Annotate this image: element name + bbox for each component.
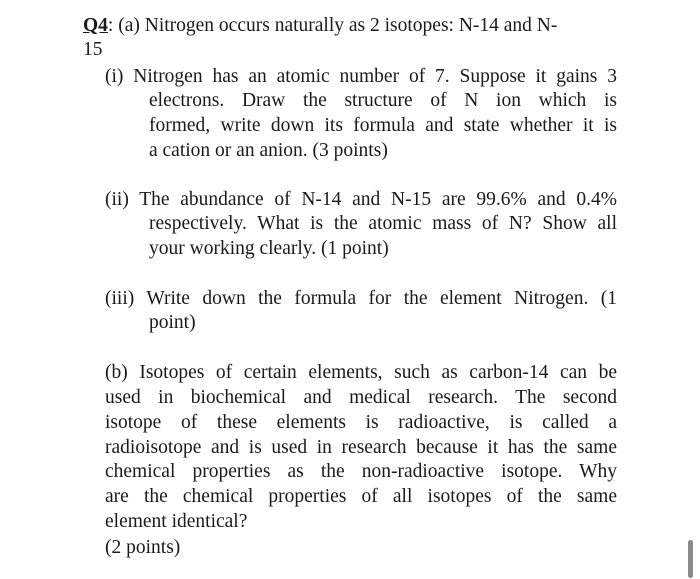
part-b-line-2: used in biochemical and medical research. The second [105, 387, 617, 408]
part-b-line-7: element identical? [105, 511, 248, 532]
part-b-line-8: (2 points) [105, 537, 181, 558]
part-iii-line-1: (iii) Write down the formula for the element Nitrogen. (1 [105, 288, 617, 309]
part-ii-line-3: your working clearly. (1 point) [149, 238, 389, 259]
scrollbar-thumb[interactable] [688, 540, 693, 578]
question-header-text: : (a) Nitrogen occurs naturally as 2 isotopes: N-14 and N- [107, 15, 558, 36]
part-b-line-3: isotope of these elements is radioactive, is called a [105, 412, 617, 433]
part-i-line-2: electrons. Draw the structure of N ion which is [149, 90, 617, 111]
part-b-line-4: radioisotope and is used in research because it has the same [105, 437, 617, 458]
part-b-line-1: (b) Isotopes of certain elements, such as carbon-14 can be [105, 362, 617, 383]
question-header-continued: 15 [83, 39, 103, 60]
part-i-line-3: formed, write down its formula and state whether it is [149, 115, 617, 136]
part-i-line-1: (i) Nitrogen has an atomic number of 7. Suppose it gains 3 [105, 66, 617, 87]
part-i-line-4: a cation or an anion. (3 points) [149, 140, 388, 161]
part-b-line-5: chemical properties as the non-radioactive isotope. Why [105, 461, 617, 482]
question-number: Q4 [83, 15, 108, 36]
part-ii-line-1: (ii) The abundance of N-14 and N-15 are 99.6% and 0.4% [105, 189, 617, 210]
part-ii-line-2: respectively. What is the atomic mass of N? Show all [149, 213, 617, 234]
part-iii-line-2: point) [149, 312, 196, 333]
part-b-line-6: are the chemical properties of all isotopes of the same [105, 486, 617, 507]
question-header [83, 14, 557, 38]
